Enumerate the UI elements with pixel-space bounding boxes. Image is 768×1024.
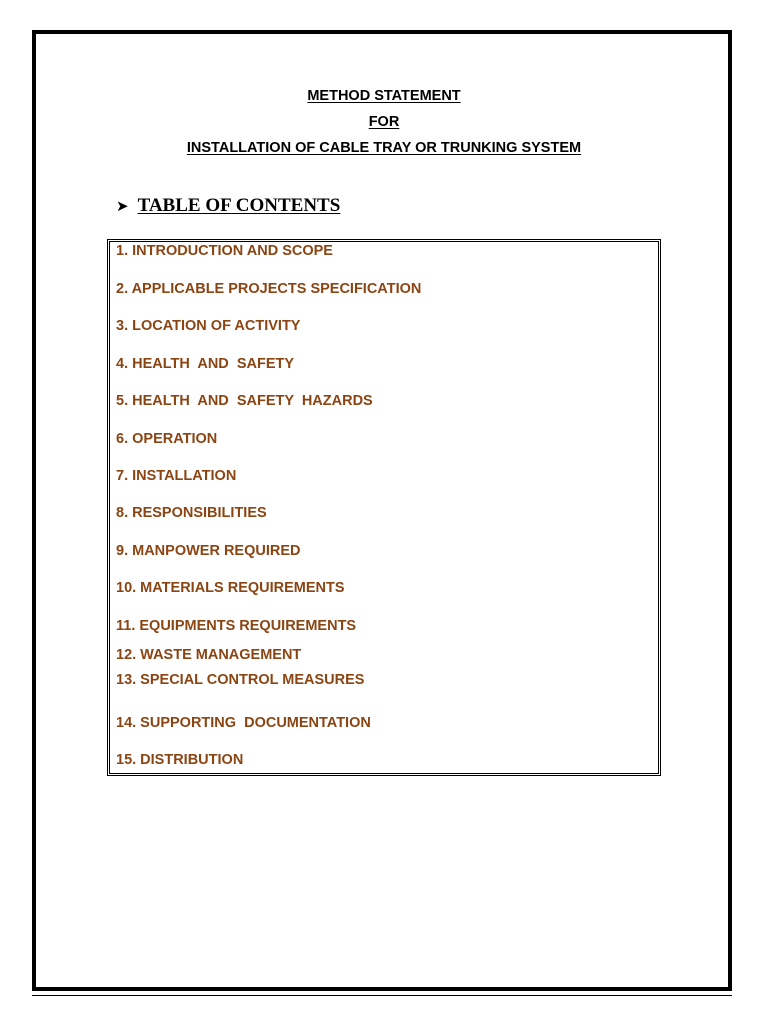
toc-item-equipments: 11. EQUIPMENTS REQUIREMENTS — [116, 618, 357, 634]
toc-item-introduction: 1. INTRODUCTION AND SCOPE — [116, 243, 333, 259]
toc-item-documentation: 14. SUPPORTING DOCUMENTATION — [116, 715, 371, 731]
document-title: METHOD STATEMENT — [307, 88, 461, 104]
toc-item-responsibilities: 8. RESPONSIBILITIES — [116, 505, 267, 521]
toc-item-waste: 12. WASTE MANAGEMENT — [116, 647, 302, 663]
toc-item-health-safety: 4. HEALTH AND SAFETY — [116, 356, 295, 372]
toc-item-installation: 7. INSTALLATION — [116, 468, 237, 484]
toc-item-operation: 6. OPERATION — [116, 431, 218, 447]
document-subtitle: INSTALLATION OF CABLE TRAY OR TRUNKING SYSTEM — [186, 140, 582, 156]
document-title-for: FOR — [368, 114, 400, 130]
toc-item-control-measures: 13. SPECIAL CONTROL MEASURES — [116, 672, 365, 688]
toc-item-hazards: 5. HEALTH AND SAFETY HAZARDS — [116, 393, 373, 409]
toc-heading — [116, 195, 340, 217]
toc-item-location: 3. LOCATION OF ACTIVITY — [116, 318, 301, 334]
toc-item-specification: 2. APPLICABLE PROJECTS SPECIFICATION — [116, 281, 422, 297]
arrowhead-bullet-icon: ➤ — [116, 197, 129, 215]
toc-item-distribution: 15. DISTRIBUTION — [116, 752, 244, 768]
toc-heading-label: TABLE OF CONTENTS — [137, 195, 341, 216]
toc-item-manpower: 9. MANPOWER REQUIRED — [116, 543, 301, 559]
toc-item-materials: 10. MATERIALS REQUIREMENTS — [116, 580, 345, 596]
